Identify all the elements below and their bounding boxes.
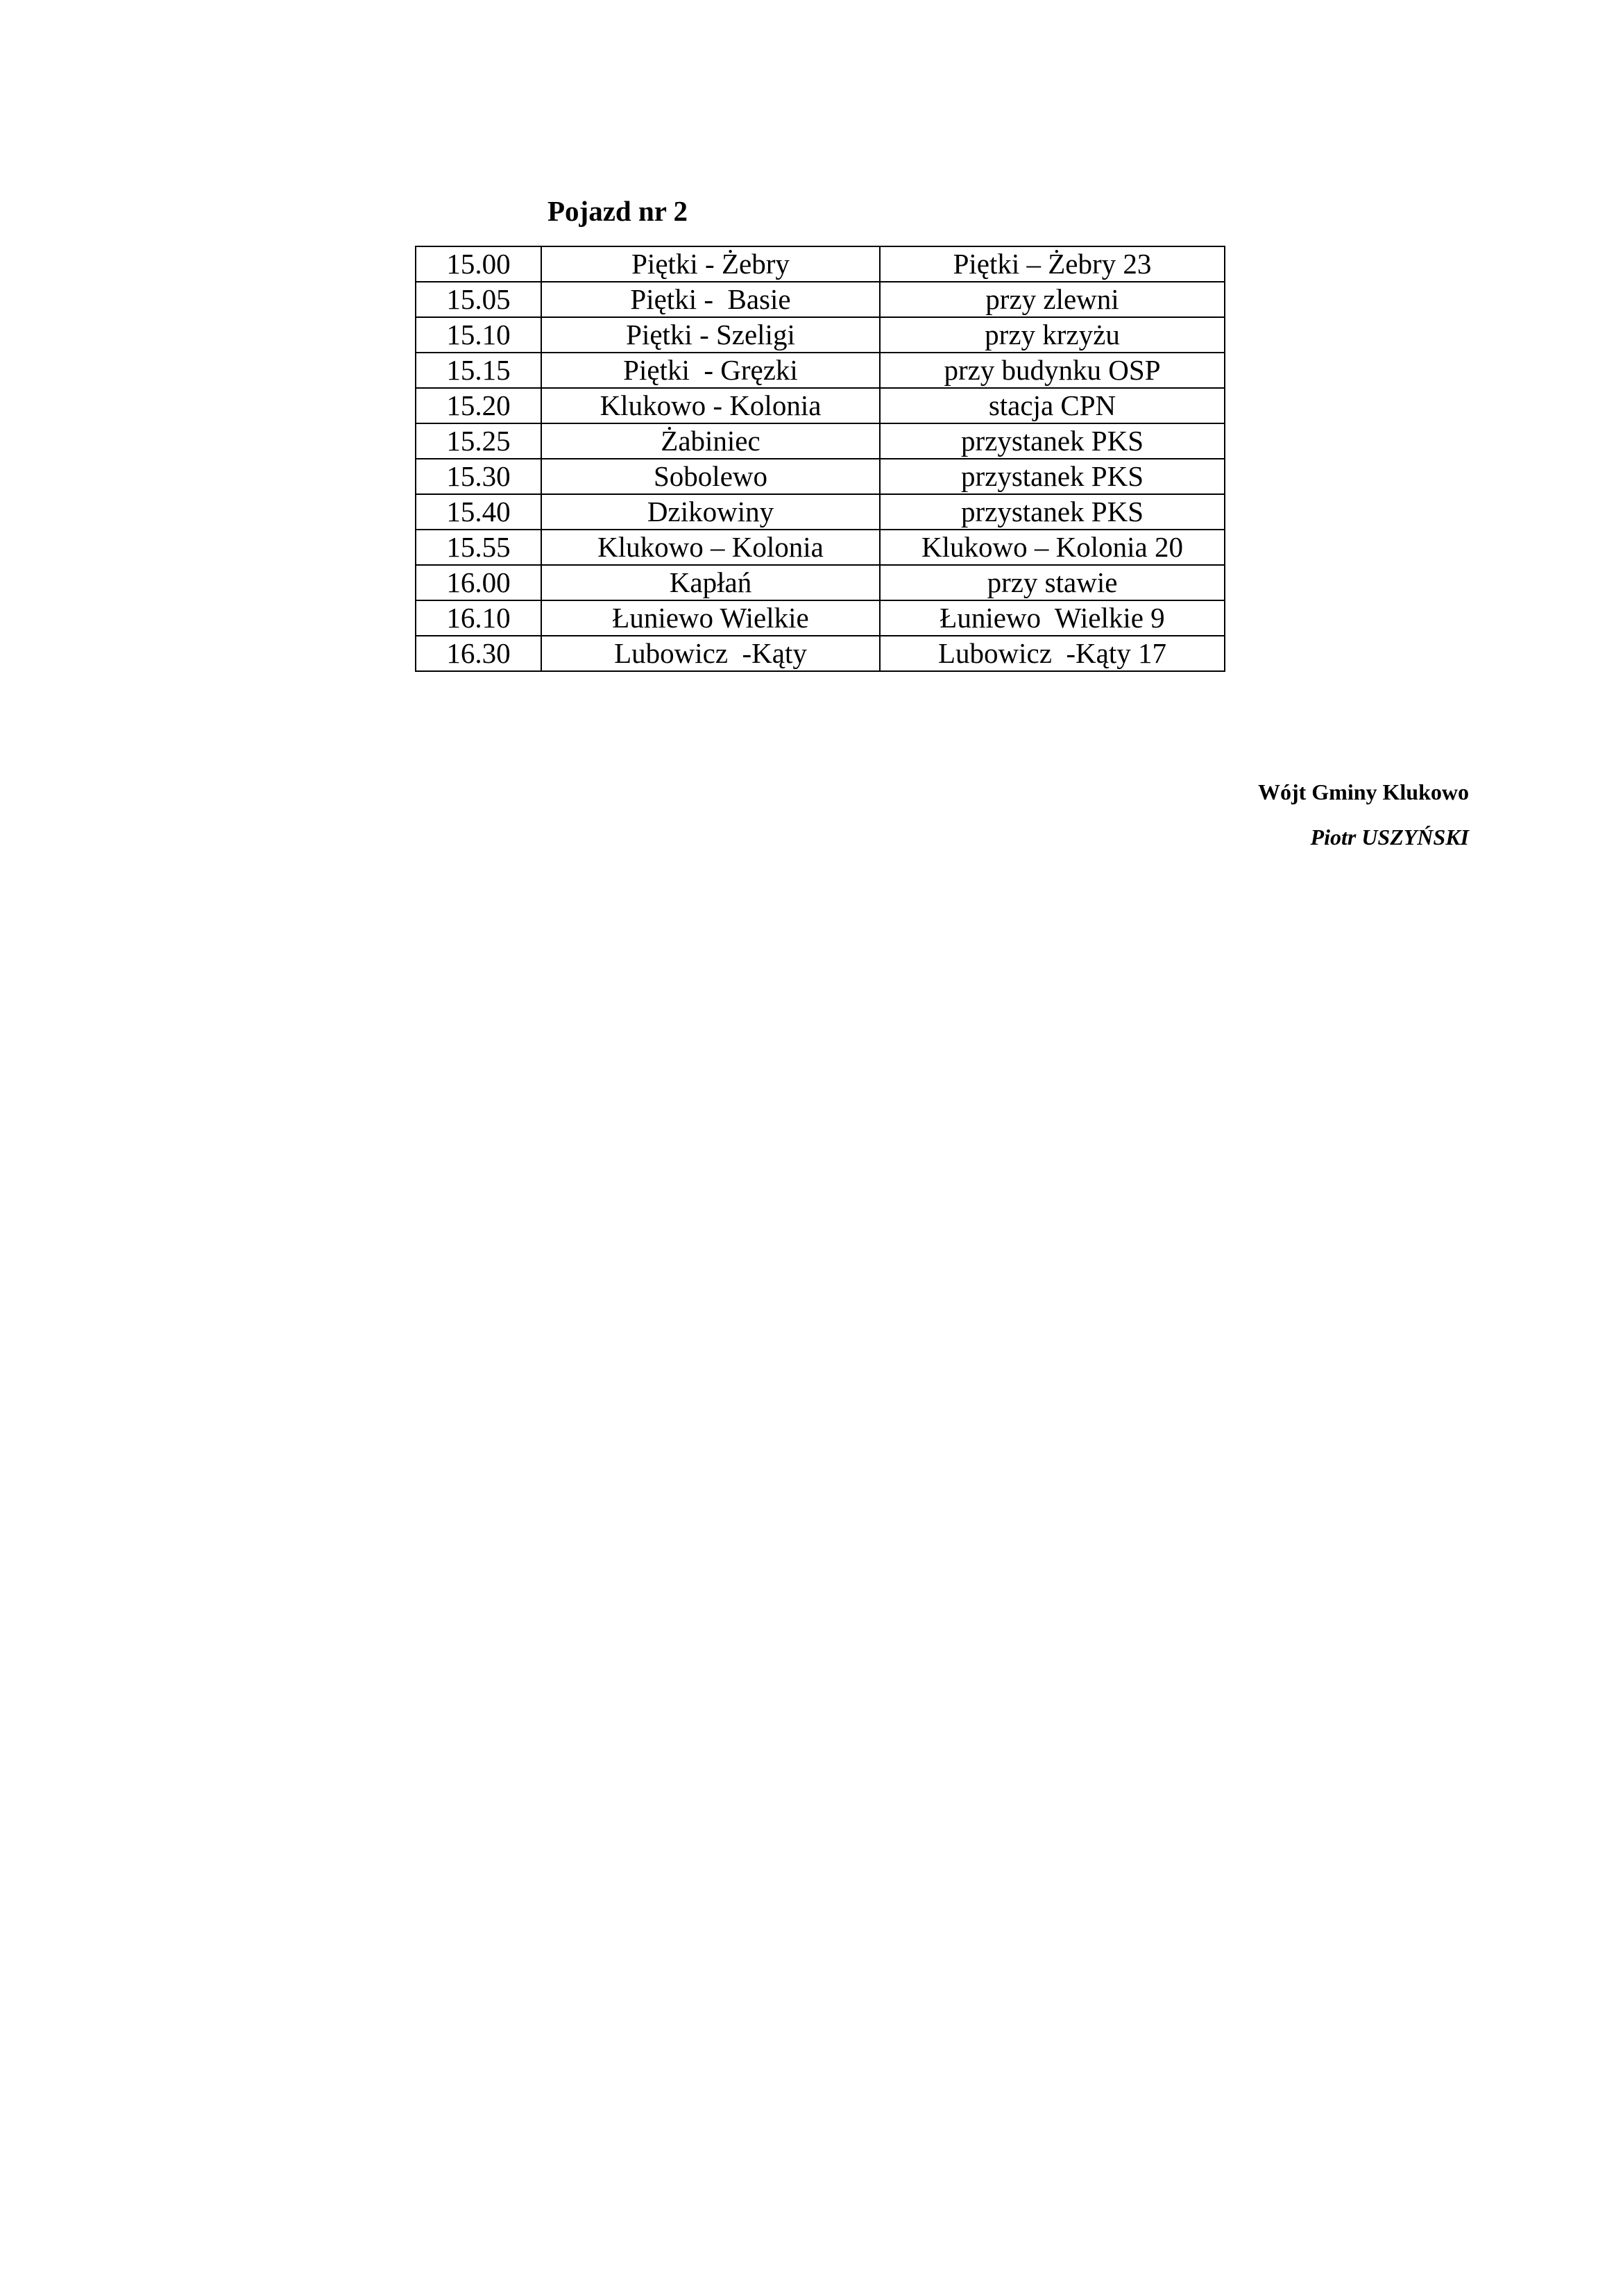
time-cell: 15.40: [416, 494, 541, 530]
place-cell: Lubowicz -Kąty: [541, 636, 880, 671]
stop-cell: przystanek PKS: [880, 459, 1225, 494]
stop-cell: przystanek PKS: [880, 494, 1225, 530]
table-row: [416, 530, 1225, 565]
table-row: [416, 423, 1225, 459]
time-cell: 16.10: [416, 600, 541, 636]
table-row: [416, 565, 1225, 600]
stop-cell: Lubowicz -Kąty 17: [880, 636, 1225, 671]
time-cell: 15.30: [416, 459, 541, 494]
place-cell: Piętki - Gręzki: [541, 353, 880, 388]
time-cell: 15.00: [416, 246, 541, 282]
page-title: Pojazd nr 2: [547, 195, 688, 227]
place-cell: Piętki - Basie: [541, 282, 880, 317]
time-cell: 15.55: [416, 530, 541, 565]
table-row: [416, 282, 1225, 317]
place-cell: Klukowo – Kolonia: [541, 530, 880, 565]
place-cell: Piętki - Szeligi: [541, 317, 880, 353]
table-row: [416, 494, 1225, 530]
table-row: [416, 600, 1225, 636]
stop-cell: przy stawie: [880, 565, 1225, 600]
time-cell: 15.20: [416, 388, 541, 423]
table-row: [416, 388, 1225, 423]
table-row: [416, 317, 1225, 353]
stop-cell: przy budynku OSP: [880, 353, 1225, 388]
signature-name: Piotr USZYŃSKI: [1310, 825, 1469, 850]
time-cell: 16.00: [416, 565, 541, 600]
time-cell: 16.30: [416, 636, 541, 671]
place-cell: Dzikowiny: [541, 494, 880, 530]
table-row: [416, 353, 1225, 388]
place-cell: Klukowo - Kolonia: [541, 388, 880, 423]
place-cell: Kapłań: [541, 565, 880, 600]
table-row: [416, 459, 1225, 494]
schedule-table: [415, 246, 1225, 672]
table-row: [416, 636, 1225, 671]
stop-cell: przy krzyżu: [880, 317, 1225, 353]
stop-cell: stacja CPN: [880, 388, 1225, 423]
place-cell: Sobolewo: [541, 459, 880, 494]
signature-title: Wójt Gminy Klukowo: [1257, 779, 1469, 804]
place-cell: Łuniewo Wielkie: [541, 600, 880, 636]
time-cell: 15.10: [416, 317, 541, 353]
stop-cell: Klukowo – Kolonia 20: [880, 530, 1225, 565]
time-cell: 15.25: [416, 423, 541, 459]
place-cell: Żabiniec: [541, 423, 880, 459]
stop-cell: Piętki – Żebry 23: [880, 246, 1225, 282]
time-cell: 15.15: [416, 353, 541, 388]
place-cell: Piętki - Żebry: [541, 246, 880, 282]
table-row: [416, 246, 1225, 282]
stop-cell: przy zlewni: [880, 282, 1225, 317]
time-cell: 15.05: [416, 282, 541, 317]
stop-cell: Łuniewo Wielkie 9: [880, 600, 1225, 636]
stop-cell: przystanek PKS: [880, 423, 1225, 459]
